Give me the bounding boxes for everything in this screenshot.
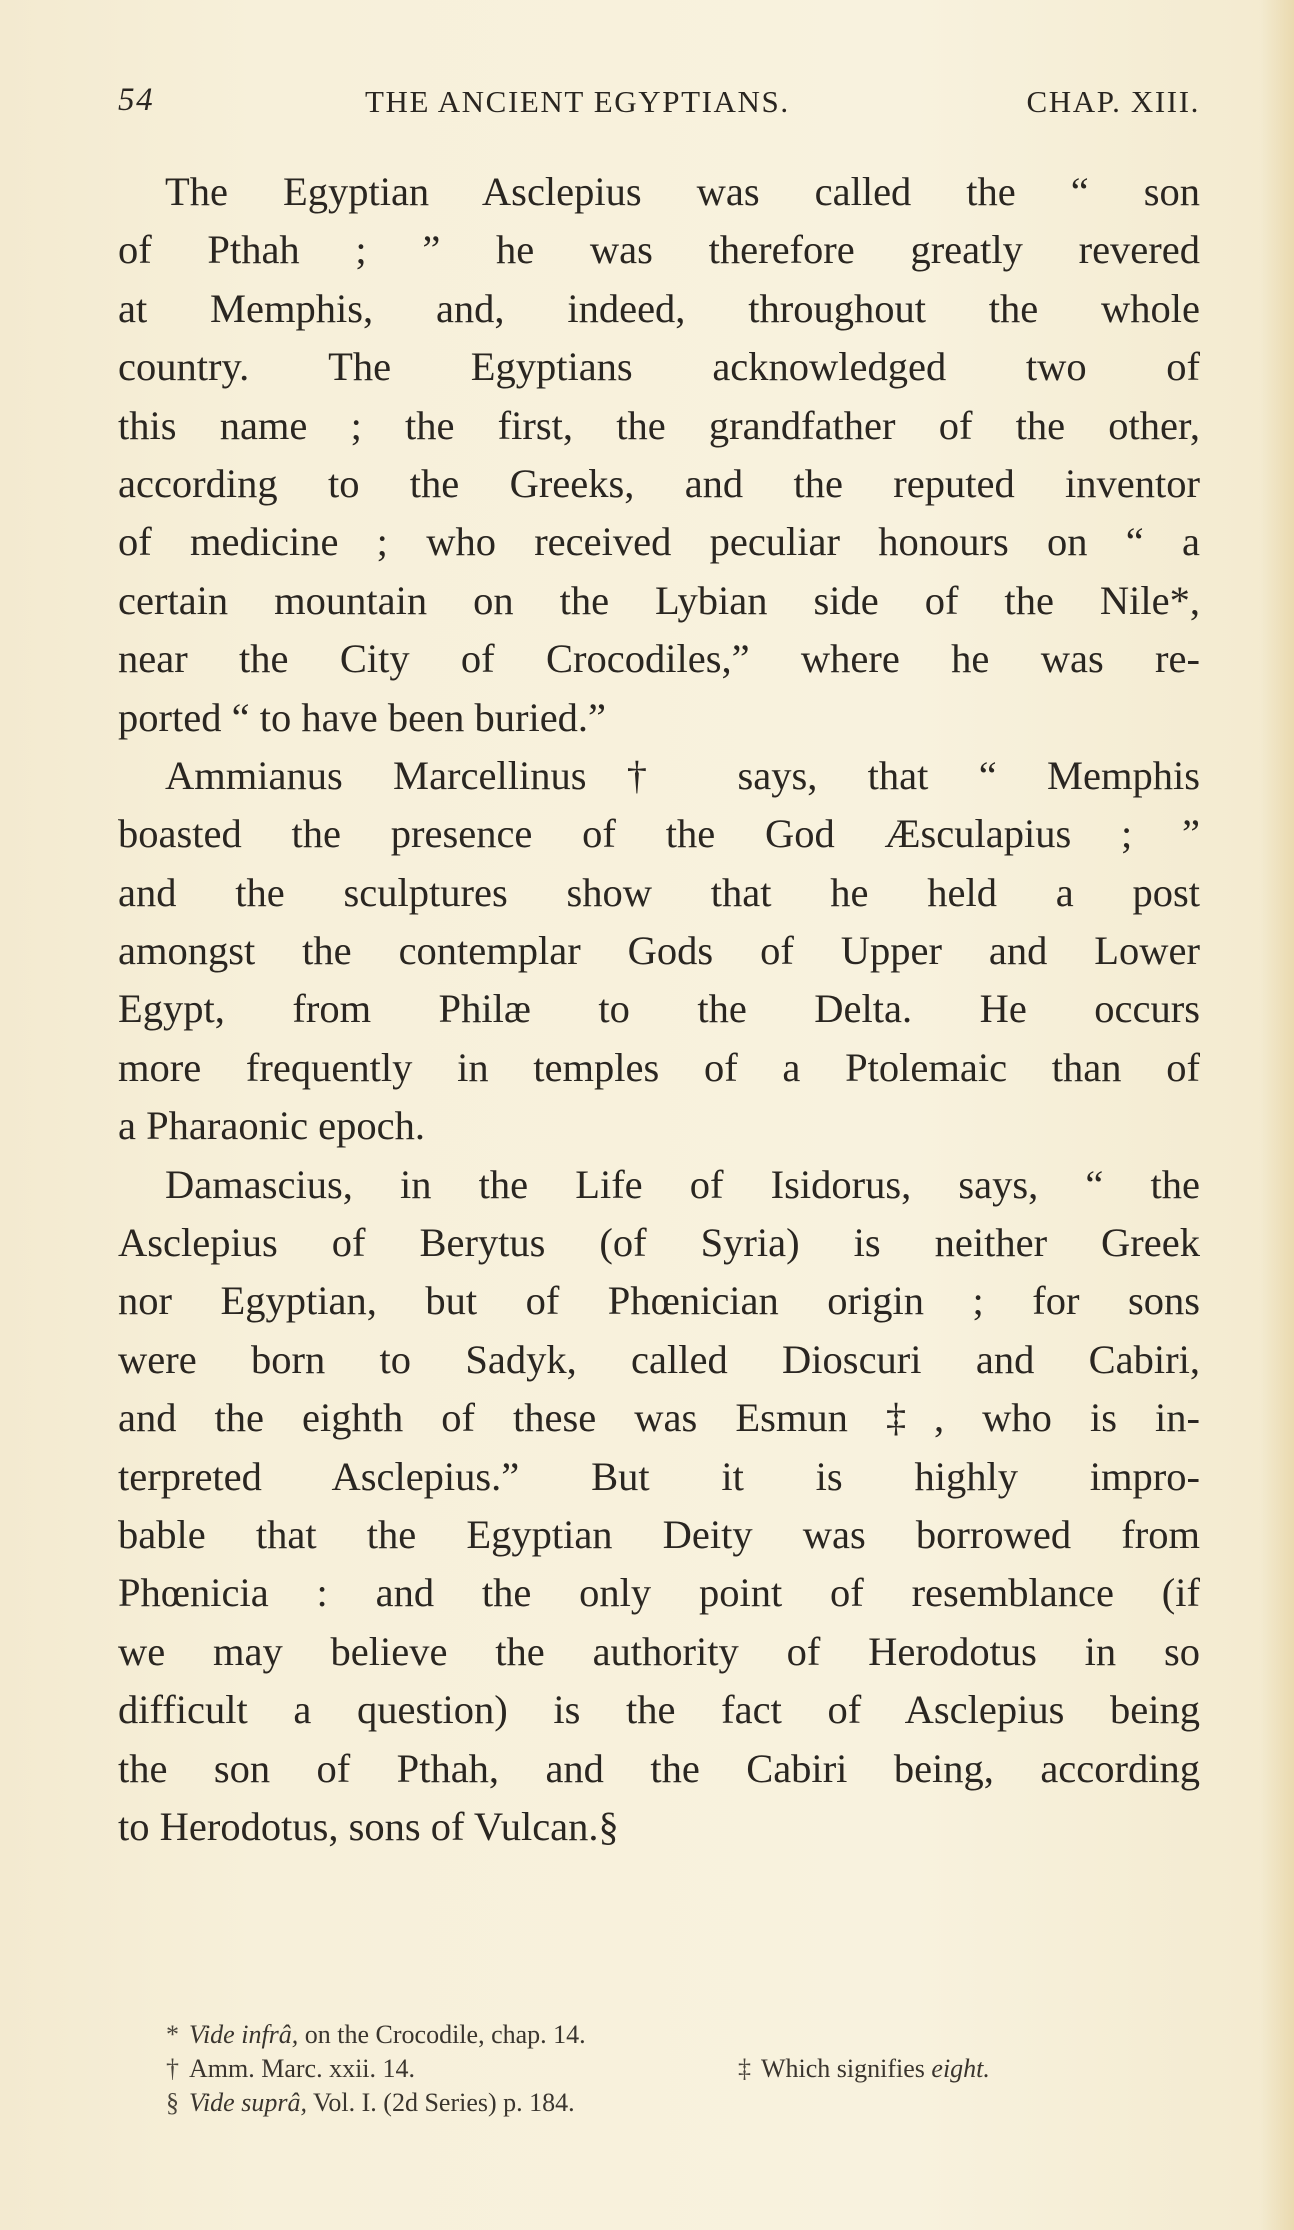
- footnote-mark: §: [166, 2088, 179, 2117]
- body-text: [118, 163, 1200, 1856]
- text-line: ported “ to have been buried.”: [118, 694, 607, 740]
- text-line: The Egyptian Asclepius was called the “ son: [165, 169, 1200, 214]
- footnote-italic: Vide suprâ,: [189, 2088, 307, 2117]
- running-title: THE ANCIENT EGYPTIANS.: [365, 84, 790, 119]
- footnote-1: [166, 2018, 1166, 2052]
- chapter-label: CHAP. XIII.: [1026, 84, 1200, 119]
- text-line: a Pharaonic epoch.: [118, 1103, 425, 1149]
- footnotes: [166, 2018, 1166, 2120]
- running-head: [118, 82, 1200, 122]
- text-line: certain mountain on the Lybian side of the Nile*,: [118, 577, 1200, 623]
- text-line: Ammianus Marcellinus† says, that “ Memphis: [165, 752, 1200, 798]
- text-line: and the sculptures show that he held a post: [118, 869, 1200, 915]
- text-line: bable that the Egyptian Deity was borrowed from: [118, 1511, 1200, 1557]
- footnote-text: Amm. Marc. xxii. 14.: [189, 2054, 416, 2083]
- page-edge-shading: [1260, 0, 1294, 2230]
- text-line: this name ; the first, the grandfather of the other,: [118, 402, 1200, 448]
- text-line: Damascius, in the Life of Isidorus, says, “ the: [165, 1161, 1200, 1207]
- footnote-mark: *: [166, 2020, 179, 2049]
- text-line: near the City of Crocodiles,” where he was re-: [118, 636, 1200, 682]
- text-line: at Memphis, and, indeed, throughout the whole: [118, 285, 1200, 331]
- text-line: of medicine ; who received peculiar honours on “ a: [118, 519, 1200, 565]
- footnote-mark: ‡: [738, 2054, 751, 2083]
- footnote-row: [166, 2052, 1166, 2086]
- text-line: country. The Egyptians acknowledged two of: [118, 344, 1200, 390]
- text-line: were born to Sadyk, called Dioscuri and Cabiri,: [118, 1336, 1200, 1382]
- text-line: terpreted Asclepius.” But it is highly impro-: [118, 1453, 1200, 1499]
- footnote-italic: Vide infrâ,: [189, 2020, 299, 2049]
- text-line: according to the Greeks, and the reputed inventor: [118, 460, 1200, 506]
- text-line: of Pthah ; ” he was therefore greatly revered: [118, 227, 1200, 273]
- footnote-text: Vol. I. (2d Series) p. 184.: [306, 2088, 575, 2117]
- footnote-2: [166, 2054, 415, 2083]
- footnote-mark: †: [166, 2054, 179, 2083]
- text-line: difficult a question) is the fact of Asclepius being: [118, 1687, 1200, 1733]
- text-line: and the eighth of these was Esmun ‡, who is in-: [118, 1395, 1200, 1441]
- footnote-text: on the Crocodile, chap. 14.: [298, 2020, 586, 2049]
- text-line: amongst the contemplar Gods of Upper and Lower: [118, 928, 1200, 974]
- text-line: more frequently in temples of a Ptolemaic than of: [118, 1044, 1200, 1090]
- footnote-4: [166, 2086, 1166, 2120]
- text-line: boasted the presence of the God Æsculapius ; ”: [118, 811, 1200, 857]
- text-line: we may believe the authority of Herodotus in so: [118, 1628, 1200, 1674]
- footnote-italic: eight.: [931, 2054, 990, 2083]
- page-number: 54: [118, 82, 155, 118]
- footnote-3: [738, 2052, 990, 2086]
- text-line: Egypt, from Philæ to the Delta. He occurs: [118, 986, 1200, 1032]
- text-line: to Herodotus, sons of Vulcan.§: [118, 1803, 619, 1849]
- text-line: Phœnicia : and the only point of resemblance (if: [118, 1570, 1200, 1616]
- footnote-text: Which signifies: [761, 2054, 932, 2083]
- text-line: nor Egyptian, but of Phœnician origin ; for sons: [118, 1278, 1200, 1324]
- text-line: the son of Pthah, and the Cabiri being, according: [118, 1745, 1200, 1791]
- text-line: Asclepius of Berytus (of Syria) is neither Greek: [118, 1220, 1200, 1266]
